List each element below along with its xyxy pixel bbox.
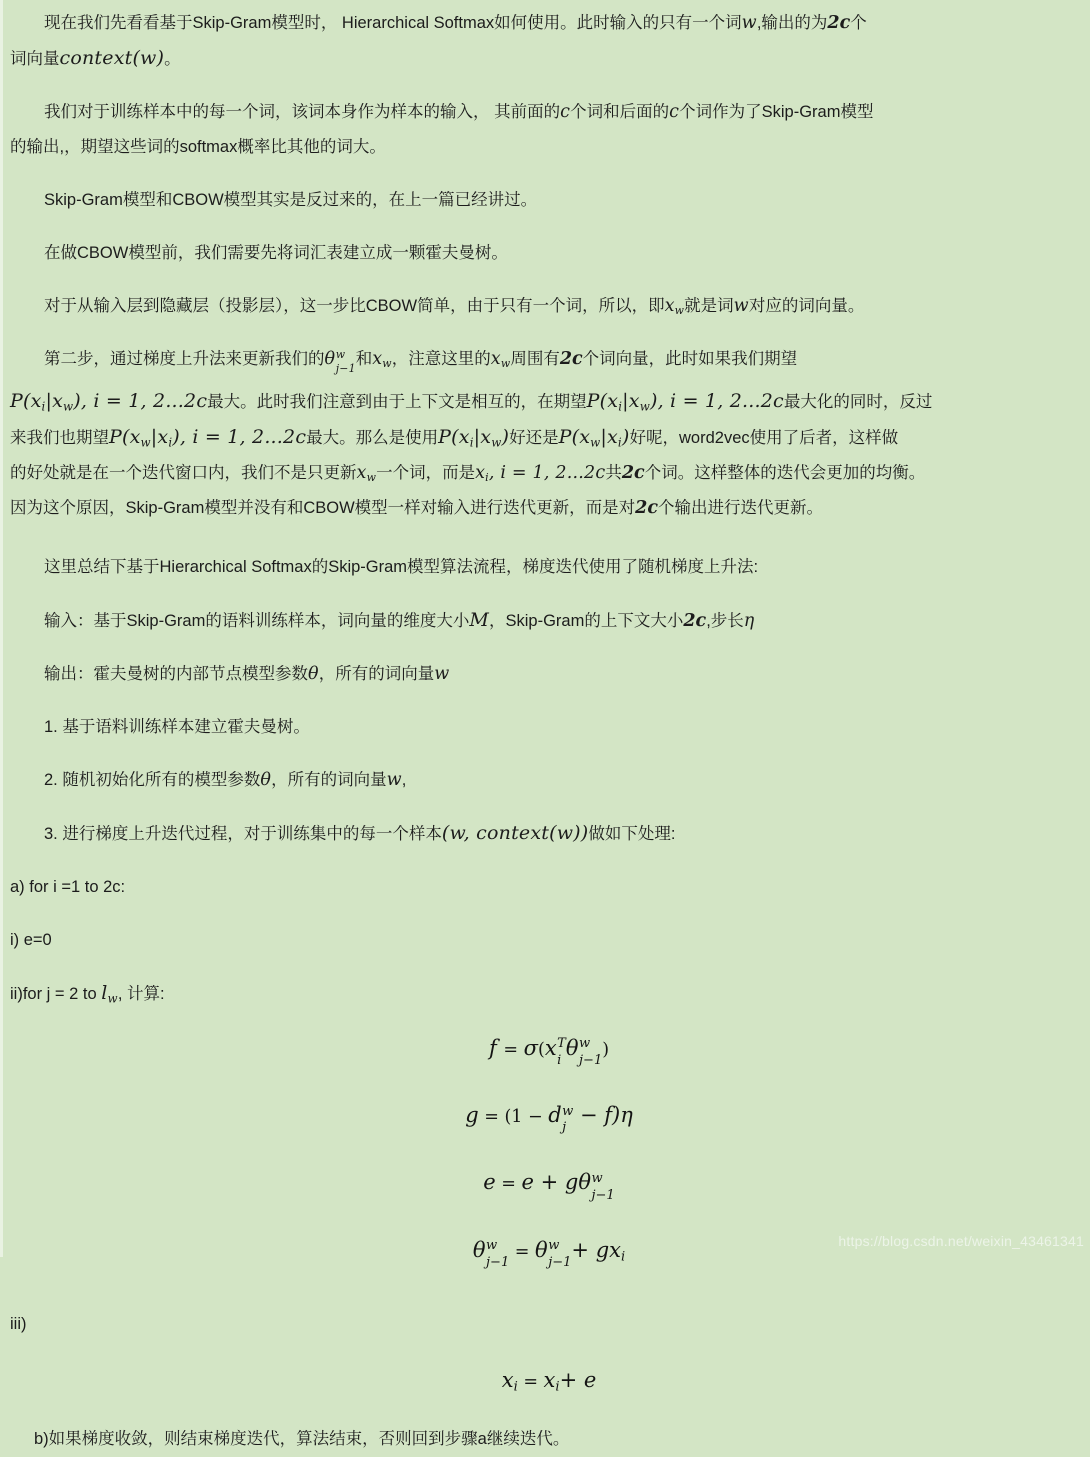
p2-math-c2: c <box>669 102 680 122</box>
paragraph-4 <box>10 236 1088 271</box>
p6-l1-e: 个词向量，此时如果我们期望 <box>582 350 798 368</box>
p6-l1-a: 第二步，通过梯度上升法来更新我们的 <box>44 350 325 368</box>
s2-text-c: , <box>401 770 407 789</box>
spacer <box>10 905 1088 923</box>
p2-text-d: 个词作为了Skip-Gram模型 <box>679 103 874 121</box>
spacer <box>10 958 1088 976</box>
p1-text-a: 现在我们先看看基于Skip-Gram模型时， Hierarchical Softmax如何使用。此时输入的只有一个词 <box>44 14 742 32</box>
p2-text-a: 我们对于训练样本中的每一个词，该词本身作为样本的输入， 其前面的 <box>44 103 561 121</box>
p5-math-xw: $x_w$ <box>664 296 685 318</box>
s1-text: 1. 基于语料训练样本建立霍夫曼树。 <box>44 717 310 736</box>
p2-math-c1: c <box>560 102 571 122</box>
p6-math-xw-2: $x_w$ <box>490 349 511 371</box>
s2-text-a: 2. 随机初始化所有的模型参数 <box>44 770 261 789</box>
paragraph-1 <box>10 6 1088 41</box>
spacer <box>10 271 1088 289</box>
p6-l3-t3: 好还是 <box>509 428 559 447</box>
p6-l1-c: ，注意这里的 <box>391 350 491 368</box>
p6-l3-math-1: $P(x_w|x_i)$, i = 1, 2...2c <box>109 425 307 449</box>
spacer <box>10 1342 1088 1368</box>
p6-l3-t2: 最大。那么是使用 <box>306 428 439 447</box>
algorithm-output-line <box>10 657 1088 692</box>
p6-math-xw-1: $x_w$ <box>372 349 392 371</box>
paragraph-7 <box>10 550 1088 585</box>
p9-text-a: 输出：霍夫曼树的内部节点模型参数 <box>44 664 308 683</box>
algorithm-substep-b: b)如果梯度收敛，则结束梯度迭代，算法结束，否则回到步骤a继续迭代。 <box>34 1429 570 1448</box>
paragraph-6-line3 <box>10 420 1088 456</box>
p6-l5-math-2c: 2c <box>635 497 659 518</box>
p6-l3-t1: 来我们也期望 <box>10 428 109 447</box>
spacer <box>10 745 1088 763</box>
p9-math-theta: θ <box>308 663 319 684</box>
p8-math-2c: 2c <box>683 610 707 631</box>
p3-text: Skip-Gram模型和CBOW模型其实是反过来的，在上一篇已经讲过。 <box>44 191 538 209</box>
s2-math-w: w <box>386 769 402 790</box>
p6-l3-t4: 好呢，word2vec使用了后者，这样做 <box>629 428 899 447</box>
p9-text-b: ，所有的词向量 <box>318 664 435 683</box>
p4-text: 在做CBOW模型前，我们需要先将词汇表建立成一颗霍夫曼树。 <box>44 244 508 262</box>
p6-l4-t3: 共 <box>605 463 622 482</box>
p6-l4-math-xw: $x_w$ <box>356 462 377 484</box>
s2-text-b: ，所有的词向量 <box>271 770 387 789</box>
paragraph-2-line2: 的输出,，期望这些词的softmax概率比其他的词大。 <box>10 138 386 156</box>
spacer <box>10 526 1088 550</box>
p8-text-b: ，Skip-Gram的上下文大小 <box>489 611 684 630</box>
p8-math-M: M <box>469 608 489 631</box>
s2-math-theta: θ <box>260 769 272 790</box>
spacer <box>10 1392 1088 1422</box>
p7-text: 这里总结下基于Hierarchical Softmax的Skip-Gram模型算法流程，梯度迭代使用了随机梯度上升法: <box>44 557 759 576</box>
algorithm-substep-iii: iii) <box>10 1314 27 1333</box>
p1-text-b: ,输出的为 <box>756 14 828 32</box>
spacer <box>10 1012 1088 1036</box>
p1-math-w: w <box>741 13 757 33</box>
p6-math-theta: θ w j−1 <box>324 348 356 375</box>
spacer <box>10 1146 1088 1170</box>
p8-math-eta: η <box>743 610 755 631</box>
p6-l2-math-1: $P(x_i|x_w)$, i = 1, 2...2c <box>10 389 208 413</box>
p6-l4-t1: 的好处就是在一个迭代窗口内，我们不是只更新 <box>10 463 357 482</box>
s3-text-a: 3. 进行梯度上升迭代过程，对于训练集中的每一个样本 <box>44 824 442 843</box>
p6-l4-math-xi: $x_i$, i = 1, 2...2c <box>475 462 606 484</box>
p1-line2-b: 。 <box>164 50 181 68</box>
p6-l1-b: 和 <box>355 350 373 368</box>
paragraph-6-line4 <box>10 456 1088 491</box>
paragraph-3 <box>10 183 1088 218</box>
sii-text-b: , 计算: <box>117 984 165 1003</box>
p5-text-a: 对于从输入层到隐藏层（投影层），这一步比CBOW简单，由于只有一个词，所以，即 <box>44 297 665 315</box>
spacer <box>10 324 1088 342</box>
p8-text-a: 输入：基于Skip-Gram的语料训练样本，词向量的维度大小 <box>44 611 470 630</box>
p5-text-b: 就是词 <box>684 297 734 315</box>
p6-l4-t4: 个词。这样整体的迭代会更加的均衡。 <box>644 463 926 482</box>
spacer <box>10 692 1088 710</box>
p1-text-c: 个 <box>850 14 867 32</box>
p1-line2-math: context(w) <box>59 47 165 69</box>
algorithm-substep-ii <box>10 976 1088 1012</box>
p6-l3-math-3: $P(x_w|x_i)$ <box>558 425 630 449</box>
p6-l4-t2: 一个词，而是 <box>376 463 476 482</box>
p1-math-2c: 2c <box>827 13 851 33</box>
spacer <box>10 585 1088 603</box>
paragraph-5 <box>10 289 1088 324</box>
p5-math-w: w <box>733 296 749 316</box>
p1-line2-a: 词向量 <box>10 50 60 68</box>
p6-l2-t1: 最大。此时我们注意到由于上下文是相互的，在期望 <box>207 392 587 411</box>
paragraph-6-line2 <box>10 384 1088 420</box>
p6-l2-math-2: $P(x_i|x_w)$, i = 1, 2...2c <box>586 389 784 413</box>
spacer <box>10 165 1088 183</box>
sii-math-lw: $l_w$ <box>101 981 118 1005</box>
s3-text-b: 做如下处理: <box>588 824 676 843</box>
p6-l2-t2: 最大化的同时，反过 <box>783 392 933 411</box>
equation-1: f = σ(x T i θ w j−1 ) <box>488 1035 610 1068</box>
equation-3: e = e + gθ w j−1 <box>483 1170 615 1203</box>
spacer <box>10 852 1088 870</box>
equation-4: θ w j−1 = θ w j−1 + $gx_i$ <box>472 1237 626 1270</box>
p6-l4-math-2c: 2c <box>621 462 645 483</box>
paragraph-1-line2 <box>10 41 1088 77</box>
equation-5: $x_i = x_i+ e$ <box>501 1367 597 1395</box>
algorithm-substep-i: i) e=0 <box>10 930 52 949</box>
algorithm-step-1 <box>10 710 1088 745</box>
spacer <box>10 1281 1088 1307</box>
p6-math-2c: 2c <box>559 349 583 369</box>
algorithm-step-2 <box>10 763 1088 798</box>
s3-math: (w, context(w)) <box>441 821 589 844</box>
algorithm-input-line <box>10 603 1088 639</box>
spacer <box>10 77 1088 95</box>
p5-text-c: 对应的词向量。 <box>748 297 865 315</box>
algorithm-step-3 <box>10 816 1088 852</box>
paragraph-6-line5 <box>10 491 1088 526</box>
spacer <box>10 1079 1088 1103</box>
sii-text-a: ii)for j = 2 to <box>10 984 102 1003</box>
csdn-watermark: https://blog.csdn.net/weixin_43461341 <box>838 1233 1084 1249</box>
p8-text-c: ,步长 <box>706 611 744 630</box>
p6-l3-math-2: $P(x_i|x_w)$ <box>438 425 510 449</box>
p6-l5-t1: 因为这个原因，Skip-Gram模型并没有和CBOW模型一样对输入进行迭代更新，而是对 <box>10 498 636 517</box>
equation-2: g = (1 − d w j − f)η <box>465 1102 633 1136</box>
paragraph-2 <box>10 95 1088 130</box>
algorithm-substep-a: a) for i =1 to 2c: <box>10 877 126 896</box>
spacer <box>10 798 1088 816</box>
p9-math-w: w <box>434 663 450 684</box>
p6-l1-d: 周围有 <box>510 350 560 368</box>
spacer <box>10 218 1088 236</box>
p2-text-b: 个词和后面的 <box>570 103 670 121</box>
spacer <box>10 639 1088 657</box>
p6-l5-t2: 个输出进行迭代更新。 <box>658 498 824 517</box>
paragraph-6-line1 <box>10 342 1088 384</box>
